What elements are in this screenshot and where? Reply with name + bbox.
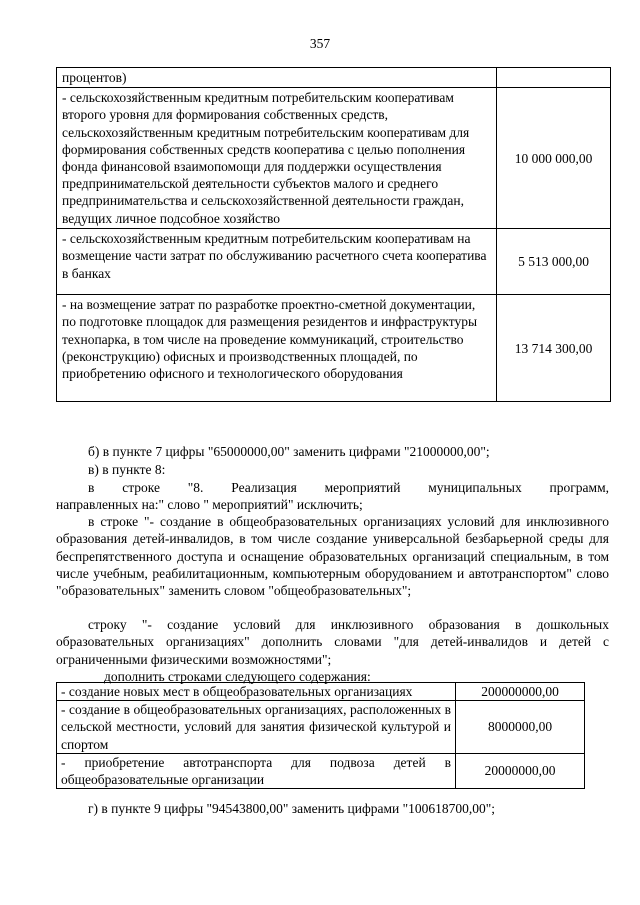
paragraph-preschool: строку "- создание условий для инклюзивного образования в дошкольных образовательных организациях" дополнить словами "для детей-инвалидов и детей с ограниченными физическими возможностями"; xyxy=(56,617,609,667)
paragraph-stroke8-line2: направленных на:" слово " мероприятий" исключить; xyxy=(56,497,363,512)
paragraph-append-rows: дополнить строками следующего содержания: xyxy=(104,669,371,684)
table-cell-amount: 20000000,00 xyxy=(456,753,585,788)
page-number: 357 xyxy=(309,36,331,51)
appended-rows-table xyxy=(56,682,585,789)
paragraph-b: б) в пункте 7 цифры "65000000,00" заменить цифрами "21000000,00"; xyxy=(88,444,490,459)
table-cell-amount: 13 714 300,00 xyxy=(497,295,611,402)
table-cell-amount: 5 513 000,00 xyxy=(497,229,611,295)
table-cell-text: процентов) xyxy=(57,68,497,88)
paragraph-stroke8-line1: в строке "8. Реализация мероприятий муниципальных программ, xyxy=(88,480,609,495)
table-cell-amount: 8000000,00 xyxy=(456,701,585,754)
table-cell-amount xyxy=(497,68,611,88)
table-row xyxy=(57,701,585,754)
table-row xyxy=(57,88,611,229)
paragraph-v: в) в пункте 8: xyxy=(88,462,166,477)
table-cell-text: - на возмещение затрат по разработке проектно-сметной документации, по подготовке площадок для размещения резидентов и инфраструктуры технопарка, в том числе на проведение коммуникаций, строительство (реконструкцию) офисных и производственных площадей, по приобретению офисного и технологического оборудования xyxy=(57,295,497,402)
table-cell-amount: 200000000,00 xyxy=(456,683,585,701)
table-cell-text: - создание в общеобразовательных организациях, расположенных в сельской местности, условий для занятия физической культурой и спортом xyxy=(57,701,456,754)
table-cell-text: - создание новых мест в общеобразовательных организациях xyxy=(57,683,456,701)
table-cell-text: - приобретение автотранспорта для подвоза детей в общеобразовательные организации xyxy=(57,753,456,788)
table-row xyxy=(57,68,611,88)
table-row xyxy=(57,295,611,402)
paragraph-inclusive: в строке "- создание в общеобразовательных организациях условий для инклюзивного образования детей-инвалидов, в том числе создание универсальной безбарьерной среды для беспрепятственного доступа и оснащение образовательных организаций специальным, в том числе учебным, реабилитационным, компьютерным оборудованием и автотранспортом" слово "образовательных" заменить словом "общеобразовательных"; xyxy=(56,514,609,599)
paragraph-g: г) в пункте 9 цифры "94543800,00" заменить цифрами "100618700,00"; xyxy=(88,801,496,816)
table-row xyxy=(57,683,585,701)
table-row xyxy=(57,229,611,295)
table-cell-text: - сельскохозяйственным кредитным потребительским кооперативам на возмещение части затрат по обслуживанию расчетного счета кооператива в банках xyxy=(57,229,497,295)
table-cell-amount: 10 000 000,00 xyxy=(497,88,611,229)
table-cell-text: - сельскохозяйственным кредитным потребительским кооперативам второго уровня для формирования собственных средств, сельскохозяйственным кредитным потребительским кооперативам для формирования собственных средств кооператива с целью пополнения фонда финансовой взаимопомощи для поддержки осуществления предпринимательской деятельности субъектов малого и среднего предпринимательства и сельскохозяйственной деятельности граждан, ведущих личное подсобное хозяйство xyxy=(57,88,497,229)
table-row xyxy=(57,753,585,788)
budget-table xyxy=(56,67,611,402)
